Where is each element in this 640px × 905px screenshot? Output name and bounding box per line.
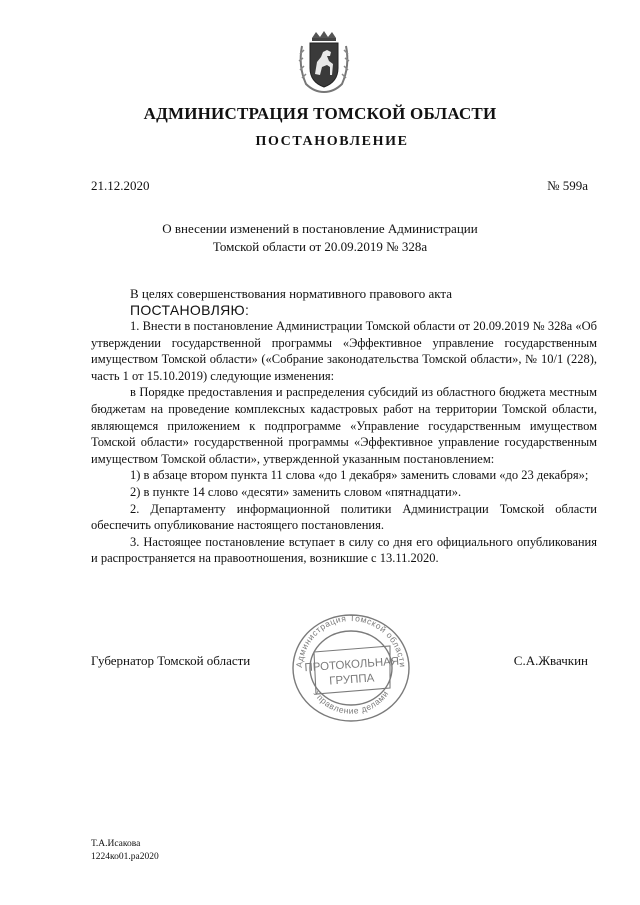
signatory-name: С.А.Жвачкин xyxy=(513,653,588,668)
preamble-text: В целях совершенствования нормативного правового акта xyxy=(130,286,453,301)
subject-line-1: О внесении изменений в постановление Администрации xyxy=(162,221,478,236)
official-stamp xyxy=(286,608,416,724)
body-paragraph-4: 2) в пункте 14 слово «десяти» заменить словом «пятнадцати». xyxy=(130,484,462,499)
subject-line-2: Томской области от 20.09.2019 № 328а xyxy=(212,239,428,254)
stamp-ring-bottom-text: Управление делами xyxy=(311,688,391,716)
organization-title: АДМИНИСТРАЦИЯ ТОМСКОЙ ОБЛАСТИ xyxy=(143,104,497,123)
document-date: 21.12.2020 xyxy=(91,178,150,193)
coat-of-arms-icon xyxy=(296,30,352,94)
body-paragraph-6: 3. Настоящее постановление вступает в силу со дня его официального опубликования и распространяется на правоотношения, возникшие с 13.11.2020. xyxy=(91,534,597,566)
document-subject xyxy=(0,220,640,256)
svg-text:Управление делами xyxy=(312,688,391,715)
stamp-ring-top-text: Администрация Томской области xyxy=(293,612,408,669)
executor-info xyxy=(91,838,159,864)
executor-code: 1224ко01.ра2020 xyxy=(91,852,159,862)
body-paragraph-2: в Порядке предоставления и распределения субсидий из областного бюджета местным бюджетам на проведение комплексных кадастровых работ на территории Томской области, являющемся приложением к подпрограмме «Управление государственным имуществом Томской области» государственной программы «Эффективное управление государственным имуществом Томской области», утвержденной указанным постановлением: xyxy=(91,385,597,466)
document-body xyxy=(91,318,597,567)
stamp-line-1: ПРОТОКОЛЬНАЯ xyxy=(304,655,400,675)
stamp-line-2: ГРУППА xyxy=(328,672,375,688)
document-number: № 599а xyxy=(547,178,588,193)
decree-word: ПОСТАНОВЛЯЮ: xyxy=(130,302,250,318)
body-paragraph-3: 1) в абзаце втором пункта 11 слова «до 1 декабря» заменить словами «до 23 декабря»; xyxy=(130,468,589,483)
document-type-title: ПОСТАНОВЛЕНИЕ xyxy=(255,134,409,149)
signatory-title: Губернатор Томской области xyxy=(91,653,251,668)
body-paragraph-5: 2. Департаменту информационной политики Администрации Томской области обеспечить опубликование настоящего постановления. xyxy=(91,501,597,533)
body-paragraph-1: 1. Внести в постановление Администрации Томской области от 20.09.2019 № 328а «Об утверждении государственной программы «Эффективное управление государственным имуществом Томской области» («Собрание законодательства Томской области», № 10/1 (228), часть 1 от 15.10.2019) следующие изменения: xyxy=(91,319,597,383)
executor-name: Т.А.Исакова xyxy=(91,839,141,849)
